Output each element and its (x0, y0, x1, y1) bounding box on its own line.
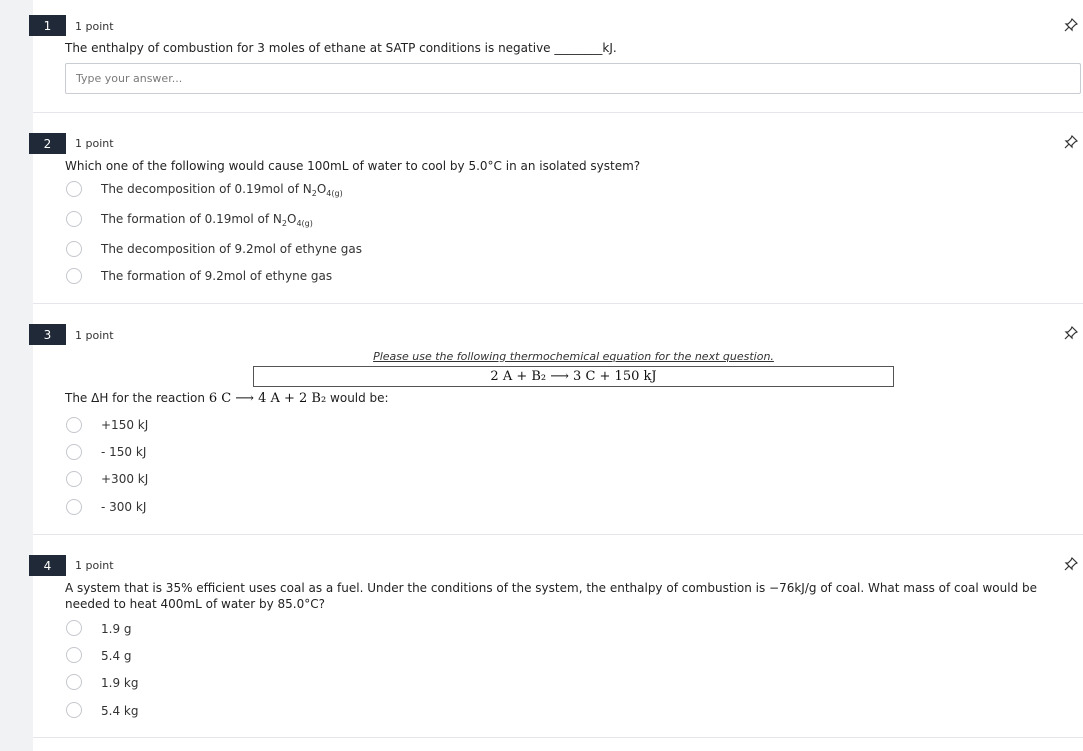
question-text: The enthalpy of combustion for 3 moles of ethane at SATP conditions is negative ________kJ. (65, 41, 617, 55)
question-number: 2 (29, 133, 66, 154)
equation-intro: Please use the following thermochemical equation for the next question. (373, 350, 774, 363)
answer-option-label: The decomposition of 0.19mol of $N_2O_{4(g)}$ (101, 182, 343, 198)
question-number: 4 (29, 555, 66, 576)
answer-option-label: +150 kJ (101, 418, 149, 432)
thermochemical-equation: 2 A + B₂ ⟶ 3 C + 150 kJ (253, 366, 894, 387)
answer-option-label: The decomposition of 9.2mol of ethyne gas (101, 242, 362, 256)
answer-radio[interactable] (66, 417, 82, 433)
answer-radio[interactable] (66, 444, 82, 460)
answer-radio[interactable] (66, 211, 82, 227)
question-text-after: would be: (330, 391, 389, 405)
answer-radio[interactable] (66, 674, 82, 690)
answer-option-label: +300 kJ (101, 472, 149, 486)
reaction-equation: 6 C ⟶ 4 A + 2 B₂ (208, 391, 327, 406)
question-text: Which one of the following would cause 100mL of water to cool by 5.0°C in an isolated system? (65, 159, 641, 173)
answer-radio[interactable] (66, 181, 82, 197)
answer-option-label: 1.9 g (101, 622, 132, 636)
answer-option-label: The formation of 9.2mol of ethyne gas (101, 269, 333, 283)
question-number: 3 (29, 324, 66, 345)
question-number: 1 (29, 15, 66, 36)
question-text: A system that is 35% efficient uses coal as a fuel. Under the conditions of the system, the enthalpy of combustion is −76kJ/g of coal. What mass of coal would be needed to heat 400mL of water by 85.0°C? (65, 581, 1038, 611)
answer-radio[interactable] (66, 620, 82, 636)
answer-option-label: - 300 kJ (101, 500, 147, 514)
answer-input[interactable] (65, 63, 1081, 94)
answer-option-label: The formation of 0.19mol of $N_2O_{4(g)}$ (101, 212, 313, 228)
answer-radio[interactable] (66, 647, 82, 663)
answer-radio[interactable] (66, 702, 82, 718)
question-divider (33, 534, 1083, 535)
question-text-before: The ΔH for the reaction (65, 391, 205, 405)
question-points: 1 point (75, 137, 114, 150)
answer-option-label: 5.4 g (101, 649, 132, 663)
answer-option-label: 1.9 kg (101, 676, 139, 690)
answer-radio[interactable] (66, 471, 82, 487)
question-text (65, 391, 389, 406)
pin-icon[interactable] (1064, 557, 1078, 571)
pin-icon[interactable] (1064, 18, 1078, 32)
question-divider (33, 737, 1083, 738)
answer-option-label: 5.4 kg (101, 704, 139, 718)
answer-radio[interactable] (66, 499, 82, 515)
question-points: 1 point (75, 559, 114, 572)
pin-icon[interactable] (1064, 326, 1078, 340)
question-points: 1 point (75, 329, 114, 342)
question-divider (33, 303, 1083, 304)
answer-radio[interactable] (66, 241, 82, 257)
answer-radio[interactable] (66, 268, 82, 284)
question-divider (33, 112, 1083, 113)
pin-icon[interactable] (1064, 135, 1078, 149)
answer-option-label: - 150 kJ (101, 445, 147, 459)
question-points: 1 point (75, 20, 114, 33)
